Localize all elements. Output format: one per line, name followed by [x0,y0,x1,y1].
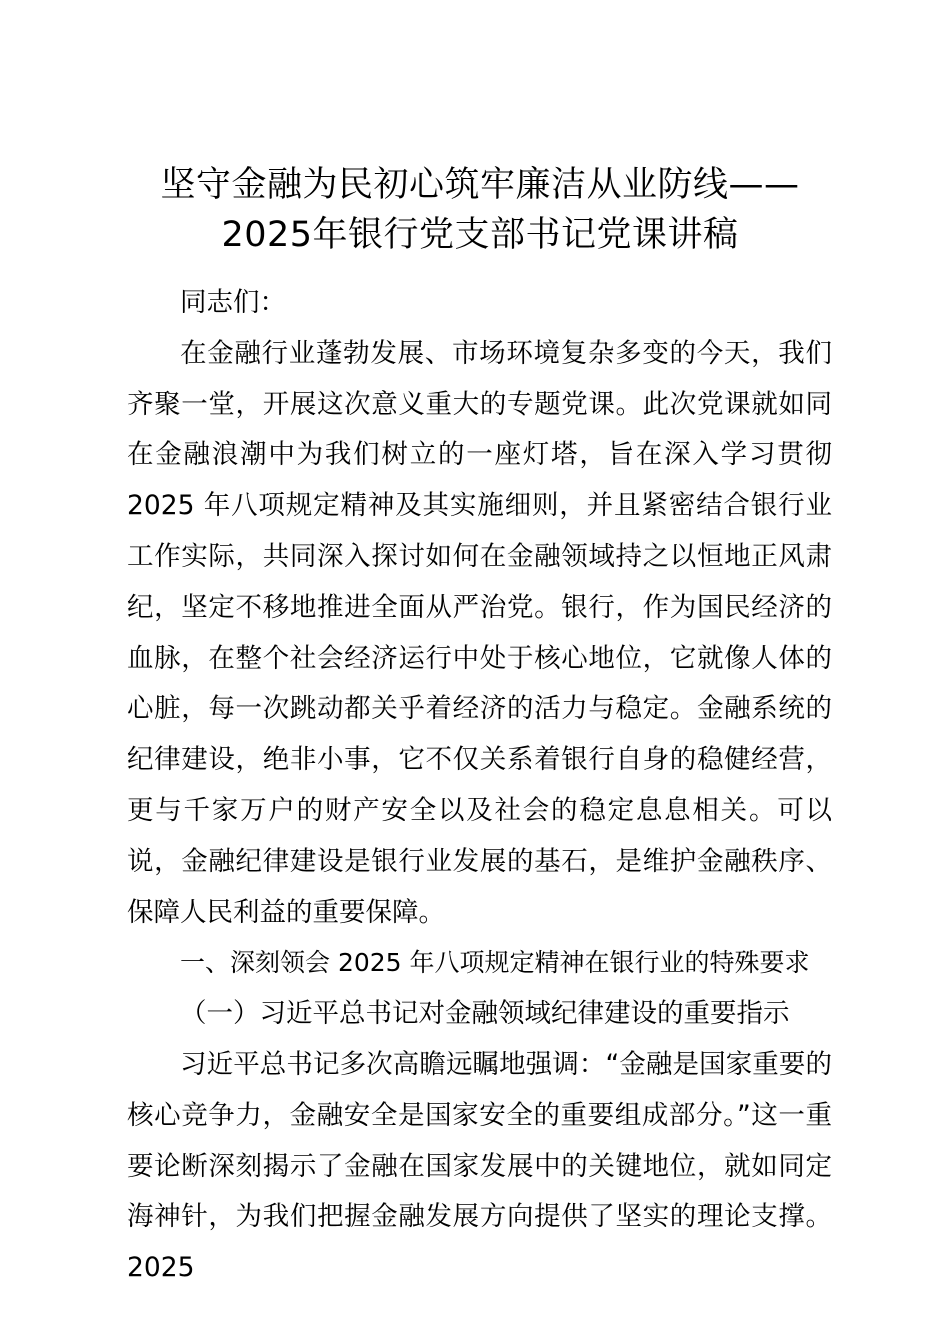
salutation: 同志们： [180,287,286,318]
section-heading: 一、深刻领会 2025 年八项规定精神在银行业的特殊要求 [180,948,810,978]
document-body [127,278,832,1294]
document-title: 坚守金融为民初心筑牢廉洁从业防线——2025年银行党支部书记党课讲稿 [160,165,800,255]
intro-paragraph: 在金融行业蓬勃发展、市场环境复杂多变的今天，我们齐聚一堂，开展这次意义重大的专题党课。此次党课就如同在金融浪潮中为我们树立的一座灯塔，旨在深入学习贯彻 2025 年八项规定精神及其实施细则，并且紧密结合银行业工作实际，共同深入探讨如何在金融领域持之以恒地正风肃纪，坚定不移地推进全面从严治党。银行，作为国民经济的血脉，在整个社会经济运行中处于核心地位，它就像人体的心脏，每一次跳动都关乎着经济的活力与稳定。金融系统的纪律建设，绝非小事，它不仅关系着银行自身的稳健经营，更与千家万户的财产安全以及社会的稳定息息相关。可以说，金融纪律建设是银行业发展的基石，是维护金融秩序、保障人民利益的重要保障。 [127,337,832,928]
body-paragraph: 习近平总书记多次高瞻远瞩地强调：“金融是国家重要的核心竞争力，金融安全是国家安全的重要组成部分。”这一重要论断深刻揭示了金融在国家发展中的关键地位，就如同定海神针，为我们把握金融发展方向提供了坚实的理论支撑。2025 [127,1048,832,1284]
subsection-heading: （一）习近平总书记对金融领域纪律建设的重要指示 [180,998,790,1030]
